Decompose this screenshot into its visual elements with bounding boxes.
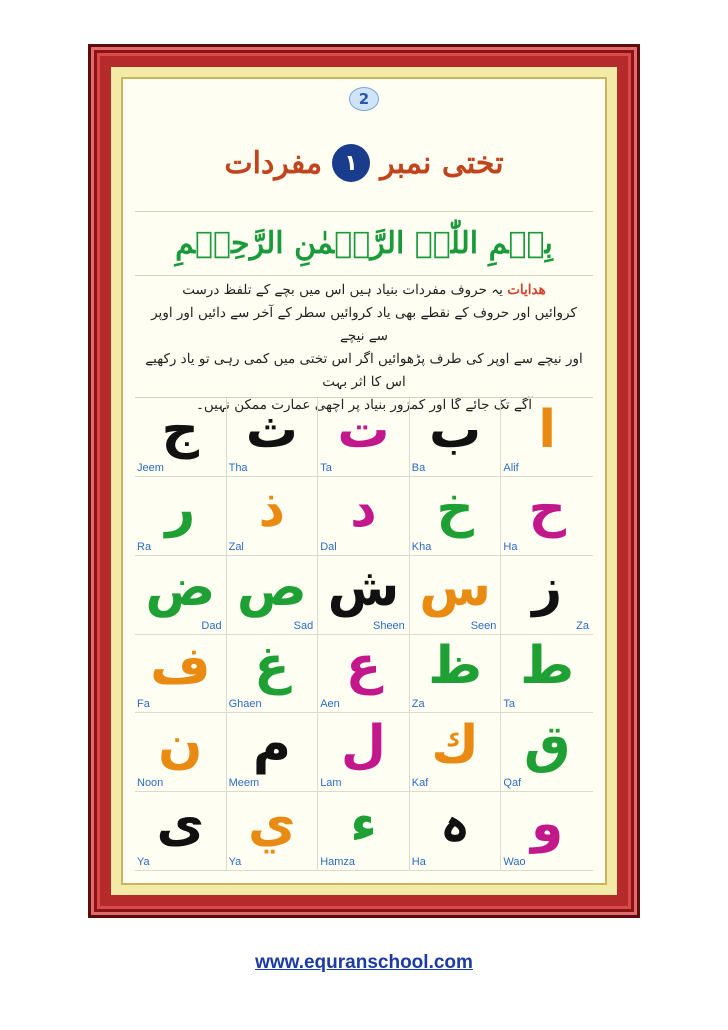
arabic-letter: ح [528,478,566,539]
letter-name-label: Wao [503,856,526,868]
letter-name-label: Aen [320,698,340,711]
letter-cell [501,477,593,556]
arabic-letter: ك [431,715,479,776]
arabic-letter: د [350,478,377,539]
letter-name-label: Fa [137,698,150,711]
letter-cell [318,713,410,792]
title-left-text: مفردات [224,145,323,181]
letter-cell [501,635,593,714]
letter-name-label: Alif [503,461,519,474]
page-frame [88,44,640,918]
arabic-letter: ي [248,794,296,855]
title-number-badge: ۱ [332,144,370,182]
letter-name-label: Dad [201,619,222,632]
letter-name-label: Sheen [372,619,405,632]
page-number-badge: 2 [349,87,379,111]
letter-name-label: Ha [411,856,426,868]
arabic-letter: ج [161,399,200,460]
letter-cell [410,398,502,477]
letter-name-label: Ghaen [228,698,262,711]
letter-cell [318,477,410,556]
letter-name-label: Za [576,619,589,632]
letter-cell [410,713,502,792]
letter-name-label: Ya [137,856,150,868]
letter-name-label: Ta [503,698,516,711]
letter-cell [501,792,593,871]
arabic-letter: ت [337,399,390,460]
arabic-letter: ز [532,557,563,618]
letter-cell [227,556,319,635]
arabic-letter: م [252,715,291,776]
arabic-letter: ع [345,636,382,697]
letter-cell [227,713,319,792]
letter-cell [318,398,410,477]
arabic-letter: ب [428,399,482,460]
letter-cell [410,556,502,635]
letter-name-label: Ha [503,540,518,553]
letter-name-label: Hamza [320,856,356,868]
arabic-letter: و [531,794,564,855]
arabic-letter: ق [523,715,571,776]
letter-name-label: Lam [320,777,342,790]
letter-cell [227,477,319,556]
arabic-letter: ش [327,557,400,618]
arabic-letter: ر [165,478,196,539]
letter-cell [410,477,502,556]
letter-cell [227,398,319,477]
letter-name-label: Ra [137,540,152,553]
letter-cell [410,635,502,714]
arabic-letter: ف [150,636,211,697]
bismillah: بِسۡمِ اللّٰہِ الرَّحۡمٰنِ الرَّحِیۡمِ [135,213,593,276]
arabic-letter: ث [245,399,299,460]
arabic-letter: غ [254,636,290,697]
letter-name-label: Qaf [503,777,522,790]
arabic-letter: ص [236,557,307,618]
letter-cell [135,556,227,635]
arabic-letter: ن [158,715,203,776]
title-banner [135,115,593,212]
letter-cell [501,398,593,477]
arabic-letter: ذ [258,478,286,539]
letter-cell [501,713,593,792]
instructions-line: اور نیچے سے اوپر کی طرف پڑھوائیں اگر اس تختی میں کمی رہی تو یاد رکھیے اس کا اثر بہت [145,351,583,390]
letter-name-label: Tha [228,461,248,474]
letter-name-label: Meem [228,777,260,790]
letter-name-label: Noon [137,777,164,790]
takhti-board [111,67,617,895]
letter-cell [318,556,410,635]
arabic-letter: ظ [428,636,483,697]
instructions-label: ھدایات [507,282,546,298]
letter-name-label: Jeem [137,461,164,474]
arabic-letter: ء [350,794,377,855]
letter-cell [227,792,319,871]
letter-cell [135,635,227,714]
arabic-letter: ط [520,636,575,697]
arabic-letter: س [419,557,491,618]
letter-cell [135,477,227,556]
letter-cell [227,635,319,714]
instructions-line: آگے تک جائے گا اور کمزور بنیاد پر اچھی عمارت ممکن نہیں۔ [195,397,532,413]
alphabet-grid [135,397,593,871]
letter-name-label: Seen [470,619,497,632]
instructions [141,279,587,413]
letter-cell [318,792,410,871]
arabic-letter: ض [145,557,216,618]
arabic-letter: ہ [439,794,471,855]
letter-name-label: Ya [228,856,242,868]
arabic-letter: ا [538,399,557,460]
instructions-line: یہ حروف مفردات بنیاد ہیں اس میں بچے کے تلفظ درست [182,282,503,298]
letter-name-label: Zal [228,540,244,553]
letter-cell [135,792,227,871]
arabic-letter: ل [340,715,387,776]
title-right-text: تختی نمبر [380,145,504,181]
letter-cell [410,792,502,871]
arabic-letter: خ [436,478,474,539]
letter-name-label: Za [411,698,425,711]
letter-name-label: Ta [320,461,332,474]
letter-name-label: Dal [320,540,337,553]
letter-cell [135,713,227,792]
letter-cell [318,635,410,714]
letter-name-label: Ba [411,461,426,474]
letter-name-label: Sad [293,619,314,632]
letter-cell [135,398,227,477]
letter-cell [501,556,593,635]
letter-name-label: Kaf [411,777,429,790]
instructions-line: کروائیں اور حروف کے نقطے بھی یاد کروائیں سطر کے آخر سے دائیں اور اوپر سے نیچے [151,305,577,344]
letter-name-label: Kha [411,540,432,553]
website-link[interactable]: www.equranschool.com [255,952,473,973]
arabic-letter: ی [156,794,205,855]
